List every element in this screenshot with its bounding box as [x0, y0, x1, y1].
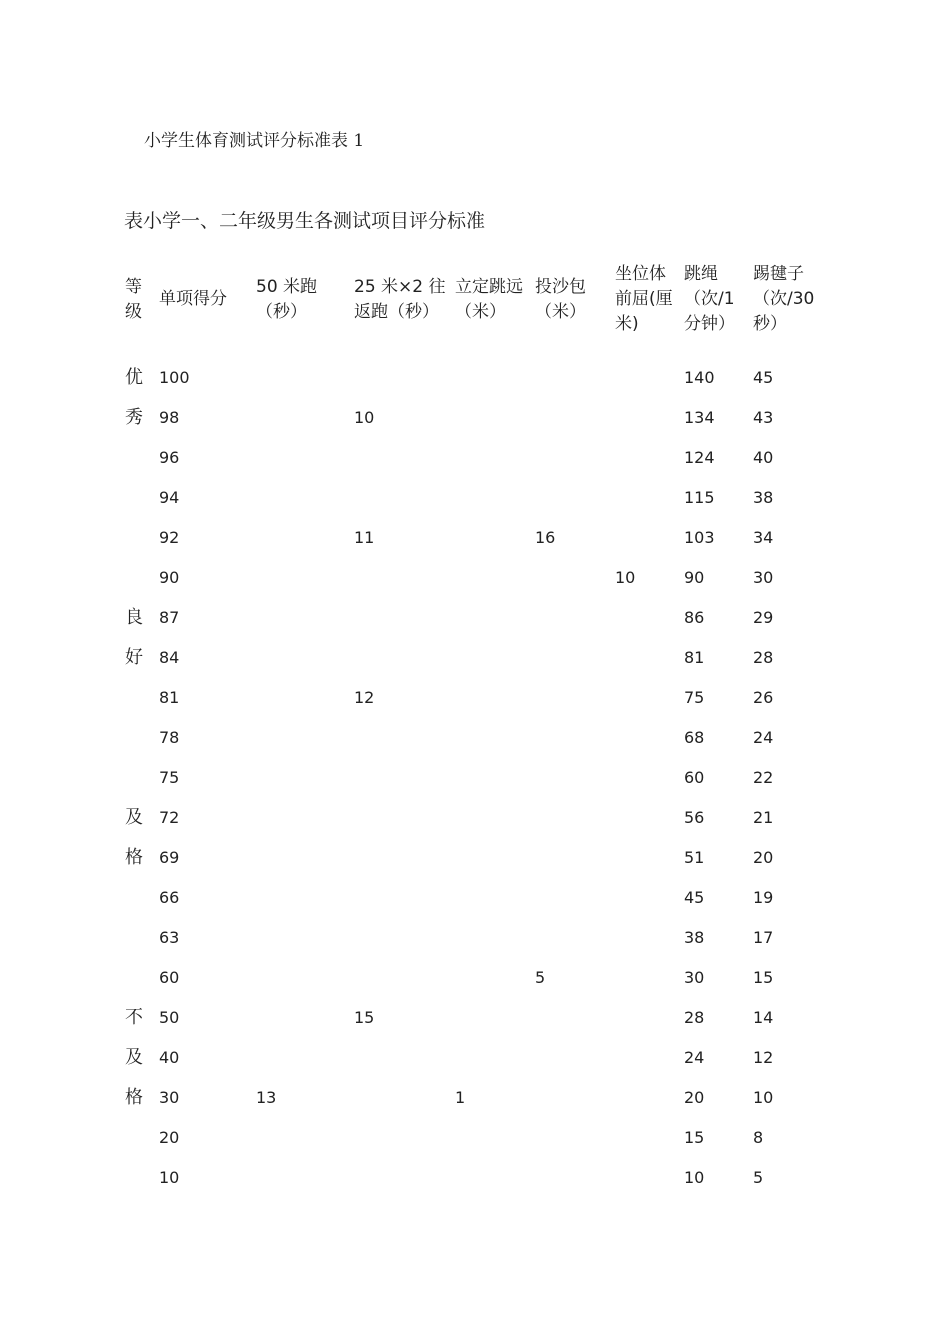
grade-label: 秀 [125, 407, 143, 428]
cell-score: 72 [159, 808, 180, 827]
cell-shuttlecock: 21 [753, 808, 774, 827]
cell-rope: 115 [684, 488, 715, 507]
cell-rope: 24 [684, 1048, 705, 1067]
cell-throw: 5 [535, 968, 546, 987]
header-rope [684, 262, 735, 337]
header-score-line: 单项得分 [159, 289, 227, 309]
cell-score: 69 [159, 848, 180, 867]
cell-rope: 38 [684, 928, 705, 947]
cell-shuttlecock: 5 [753, 1168, 764, 1187]
cell-shuttlecock: 22 [753, 768, 774, 787]
cell-rope: 81 [684, 648, 705, 667]
header-sitreach [615, 262, 673, 337]
header-grade [125, 275, 142, 325]
header-sitreach-line: 前屈(厘 [615, 289, 673, 309]
cell-rope: 56 [684, 808, 705, 827]
cell-rope: 124 [684, 448, 715, 467]
cell-rope: 60 [684, 768, 705, 787]
grade-label: 及 [125, 1047, 143, 1068]
grade-label: 不 [125, 1007, 143, 1028]
cell-shuttlecock: 38 [753, 488, 774, 507]
grade-label: 及 [125, 807, 143, 828]
cell-run50: 13 [256, 1088, 277, 1107]
cell-shuttle: 15 [354, 1008, 375, 1027]
cell-rope: 20 [684, 1088, 705, 1107]
grade-label: 格 [125, 1087, 143, 1108]
cell-score: 66 [159, 888, 180, 907]
cell-shuttlecock: 26 [753, 688, 774, 707]
header-throw [535, 275, 586, 325]
cell-score: 78 [159, 728, 180, 747]
header-run50-line: 50 米跑 [256, 277, 318, 297]
cell-shuttlecock: 29 [753, 608, 774, 627]
cell-score: 75 [159, 768, 180, 787]
cell-rope: 86 [684, 608, 705, 627]
cell-score: 60 [159, 968, 180, 987]
cell-shuttlecock: 45 [753, 368, 774, 387]
cell-rope: 15 [684, 1128, 705, 1147]
cell-score: 100 [159, 368, 190, 387]
header-shuttle-line: 返跑（秒） [354, 302, 439, 322]
cell-shuttlecock: 14 [753, 1008, 774, 1027]
cell-throw: 16 [535, 528, 556, 547]
cell-shuttlecock: 34 [753, 528, 774, 547]
cell-shuttlecock: 8 [753, 1128, 764, 1147]
grade-label: 格 [125, 847, 143, 868]
cell-rope: 134 [684, 408, 715, 427]
cell-shuttlecock: 24 [753, 728, 774, 747]
cell-sitreach: 10 [615, 568, 636, 587]
cell-shuttle: 11 [354, 528, 375, 547]
cell-score: 84 [159, 648, 180, 667]
cell-shuttlecock: 40 [753, 448, 774, 467]
header-shuttlecock [753, 262, 814, 337]
cell-score: 94 [159, 488, 180, 507]
cell-score: 87 [159, 608, 180, 627]
cell-score: 90 [159, 568, 180, 587]
cell-rope: 103 [684, 528, 715, 547]
header-throw-line: 投沙包 [535, 277, 586, 297]
header-shuttle-line: 25 米×2 往 [354, 277, 446, 297]
header-run50 [256, 275, 317, 325]
cell-score: 63 [159, 928, 180, 947]
cell-shuttlecock: 28 [753, 648, 774, 667]
cell-rope: 10 [684, 1168, 705, 1187]
cell-shuttlecock: 19 [753, 888, 774, 907]
cell-shuttlecock: 43 [753, 408, 774, 427]
cell-shuttlecock: 20 [753, 848, 774, 867]
cell-score: 40 [159, 1048, 180, 1067]
header-jump-line: 立定跳远 [455, 277, 523, 297]
cell-score: 50 [159, 1008, 180, 1027]
header-jump [455, 275, 523, 325]
header-rope-line: 跳绳 [684, 264, 718, 284]
header-shuttlecock-line: （次/30 [753, 289, 815, 309]
cell-score: 96 [159, 448, 180, 467]
cell-score: 92 [159, 528, 180, 547]
header-sitreach-line: 米) [615, 314, 639, 334]
cell-rope: 75 [684, 688, 705, 707]
cell-rope: 45 [684, 888, 705, 907]
cell-rope: 90 [684, 568, 705, 587]
header-run50-line: （秒） [256, 302, 307, 322]
table-title: 表小学一、二年级男生各测试项目评分标准 [124, 210, 486, 232]
cell-shuttlecock: 17 [753, 928, 774, 947]
cell-shuttle: 10 [354, 408, 375, 427]
cell-score: 81 [159, 688, 180, 707]
header-throw-line: （米） [535, 302, 586, 322]
grade-label: 优 [125, 367, 143, 388]
cell-jump: 1 [455, 1088, 466, 1107]
cell-score: 20 [159, 1128, 180, 1147]
header-score [159, 287, 227, 312]
grade-label: 好 [125, 647, 143, 668]
cell-score: 30 [159, 1088, 180, 1107]
cell-score: 98 [159, 408, 180, 427]
header-shuttlecock-line: 秒） [753, 314, 787, 334]
header-rope-line: （次/1 [684, 289, 735, 309]
document-title: 小学生体育测试评分标准表 1 [144, 131, 365, 151]
cell-rope: 51 [684, 848, 705, 867]
cell-shuttlecock: 10 [753, 1088, 774, 1107]
cell-shuttle: 12 [354, 688, 375, 707]
grade-label: 良 [125, 607, 143, 628]
cell-rope: 68 [684, 728, 705, 747]
cell-rope: 28 [684, 1008, 705, 1027]
header-shuttlecock-line: 踢毽子 [753, 264, 804, 284]
cell-shuttlecock: 15 [753, 968, 774, 987]
header-shuttle [354, 275, 446, 325]
header-sitreach-line: 坐位体 [615, 264, 666, 284]
cell-score: 10 [159, 1168, 180, 1187]
header-rope-line: 分钟） [684, 314, 735, 334]
header-grade-line: 级 [125, 302, 142, 322]
header-grade-line: 等 [125, 277, 142, 297]
cell-shuttlecock: 12 [753, 1048, 774, 1067]
header-jump-line: （米） [455, 302, 506, 322]
cell-shuttlecock: 30 [753, 568, 774, 587]
cell-rope: 140 [684, 368, 715, 387]
cell-rope: 30 [684, 968, 705, 987]
